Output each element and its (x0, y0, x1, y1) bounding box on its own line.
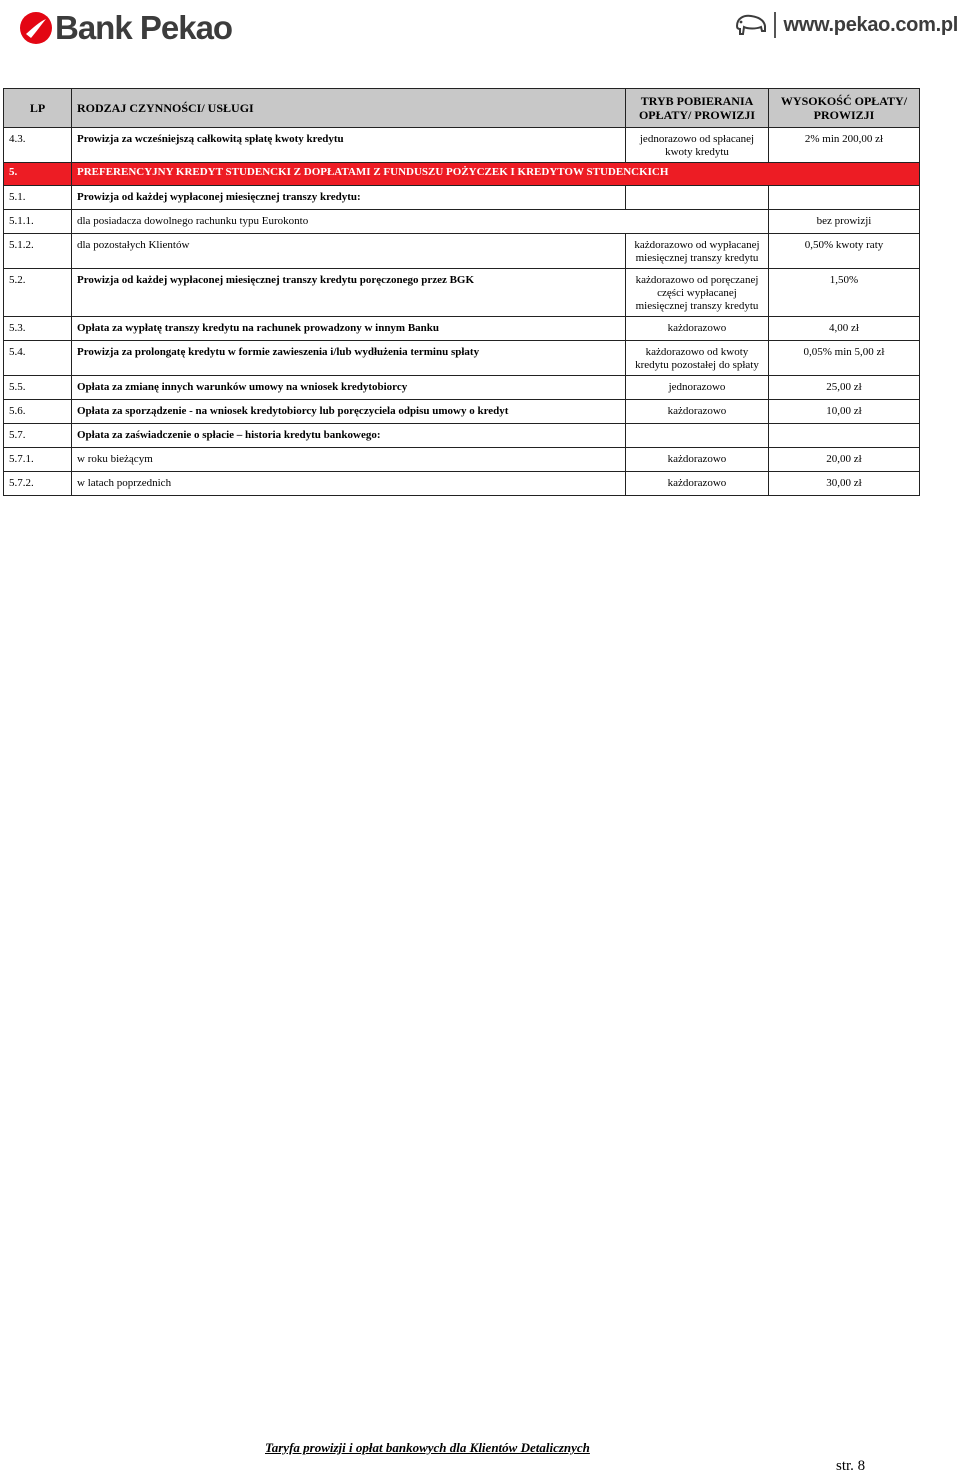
row-lp: 5.1.1. (4, 210, 72, 234)
row-lp: 5.1.2. (4, 234, 72, 269)
table-row (4, 269, 920, 317)
row-lp: 5.7.2. (4, 472, 72, 496)
fees-table (3, 88, 920, 496)
row-service: Opłata za zaświadczenie o spłacie – historia kredytu bankowego: (72, 424, 626, 448)
row-mode (626, 424, 769, 448)
row-mode: każdorazowo od kwoty kredytu pozostałej do spłaty (626, 341, 769, 376)
row-service: Prowizja od każdej wypłaconej miesięcznej transzy kredytu poręczonego przez BGK (72, 269, 626, 317)
row-service: Prowizja za prolongatę kredytu w formie zawieszenia i/lub wydłużenia terminu spłaty (72, 341, 626, 376)
row-mode: każdorazowo (626, 448, 769, 472)
table-row (4, 376, 920, 400)
site-separator (774, 12, 776, 38)
row-mode: każdorazowo (626, 472, 769, 496)
row-service: Prowizja za wcześniejszą całkowitą spłatę kwoty kredytu (72, 128, 626, 163)
header-amount: WYSOKOŚĆ OPŁATY/ PROWIZJI (769, 89, 920, 128)
row-service: dla posiadacza dowolnego rachunku typu Eurokonto (72, 210, 769, 234)
row-service: Opłata za wypłatę transzy kredytu na rachunek prowadzony w innym Banku (72, 317, 626, 341)
site-link[interactable] (734, 12, 959, 38)
row-amount: bez prowizji (769, 210, 920, 234)
row-mode: każdorazowo (626, 400, 769, 424)
row-amount (769, 186, 920, 210)
page-number: str. 8 (836, 1458, 866, 1474)
row-service: Opłata za zmianę innych warunków umowy na wniosek kredytobiorcy (72, 376, 626, 400)
row-amount: 20,00 zł (769, 448, 920, 472)
pekao-logo-icon (19, 11, 53, 45)
row-mode: każdorazowo (626, 317, 769, 341)
row-service: Opłata za sporządzenie - na wniosek kredytobiorcy lub poręczyciela odpisu umowy o kredyt (72, 400, 626, 424)
row-lp: 5.5. (4, 376, 72, 400)
site-url[interactable]: www.pekao.com.pl (783, 13, 958, 36)
row-lp: 5.7.1. (4, 448, 72, 472)
row-mode: jednorazowo od spłacanej kwoty kredytu (626, 128, 769, 163)
brand-name: Bank Pekao (55, 9, 233, 46)
table-row (4, 186, 920, 210)
header-collection-mode: TRYB POBIERANIA OPŁATY/ PROWIZJI (626, 89, 769, 128)
row-amount: 0,05% min 5,00 zł (769, 341, 920, 376)
row-amount: 0,50% kwoty raty (769, 234, 920, 269)
table-header-row (4, 89, 920, 128)
row-lp: 5.2. (4, 269, 72, 317)
table-row (4, 210, 920, 234)
row-service: dla pozostałych Klientów (72, 234, 626, 269)
row-amount: 30,00 zł (769, 472, 920, 496)
row-amount: 2% min 200,00 zł (769, 128, 920, 163)
bank-logo[interactable] (19, 10, 232, 46)
table-row (4, 128, 920, 163)
header-service: RODZAJ CZYNNOŚCI/ USŁUGI (72, 89, 626, 128)
table-row (4, 424, 920, 448)
row-service: w roku bieżącym (72, 448, 626, 472)
row-amount: 10,00 zł (769, 400, 920, 424)
table-row (4, 472, 920, 496)
row-mode (626, 186, 769, 210)
row-amount: 25,00 zł (769, 376, 920, 400)
row-lp: 5.3. (4, 317, 72, 341)
bison-icon (734, 12, 768, 38)
header-lp: LP (4, 89, 72, 128)
footer-title: Taryfa prowizji i opłat bankowych dla Klientów Detalicznych (265, 1440, 590, 1455)
row-lp: 4.3. (4, 128, 72, 163)
section-lp: 5. (4, 163, 72, 186)
row-service: w latach poprzednich (72, 472, 626, 496)
table-row (4, 341, 920, 376)
row-service: Prowizja od każdej wypłaconej miesięcznej transzy kredytu: (72, 186, 626, 210)
row-amount: 4,00 zł (769, 317, 920, 341)
row-amount: 1,50% (769, 269, 920, 317)
row-lp: 5.4. (4, 341, 72, 376)
page-header (0, 0, 960, 60)
row-mode: każdorazowo od wypłacanej miesięcznej transzy kredytu (626, 234, 769, 269)
section-row (4, 163, 920, 186)
row-amount (769, 424, 920, 448)
table-row (4, 317, 920, 341)
section-title: PREFERENCYJNY KREDYT STUDENCKI Z DOPŁATAMI Z FUNDUSZU POŻYCZEK I KREDYTOW STUDENCKICH (72, 163, 920, 186)
table-row (4, 448, 920, 472)
table-row (4, 400, 920, 424)
row-lp: 5.1. (4, 186, 72, 210)
row-mode: każdorazowo od poręczanej części wypłacanej miesięcznej transzy kredytu (626, 269, 769, 317)
table-row (4, 234, 920, 269)
row-mode: jednorazowo (626, 376, 769, 400)
row-lp: 5.6. (4, 400, 72, 424)
row-lp: 5.7. (4, 424, 72, 448)
